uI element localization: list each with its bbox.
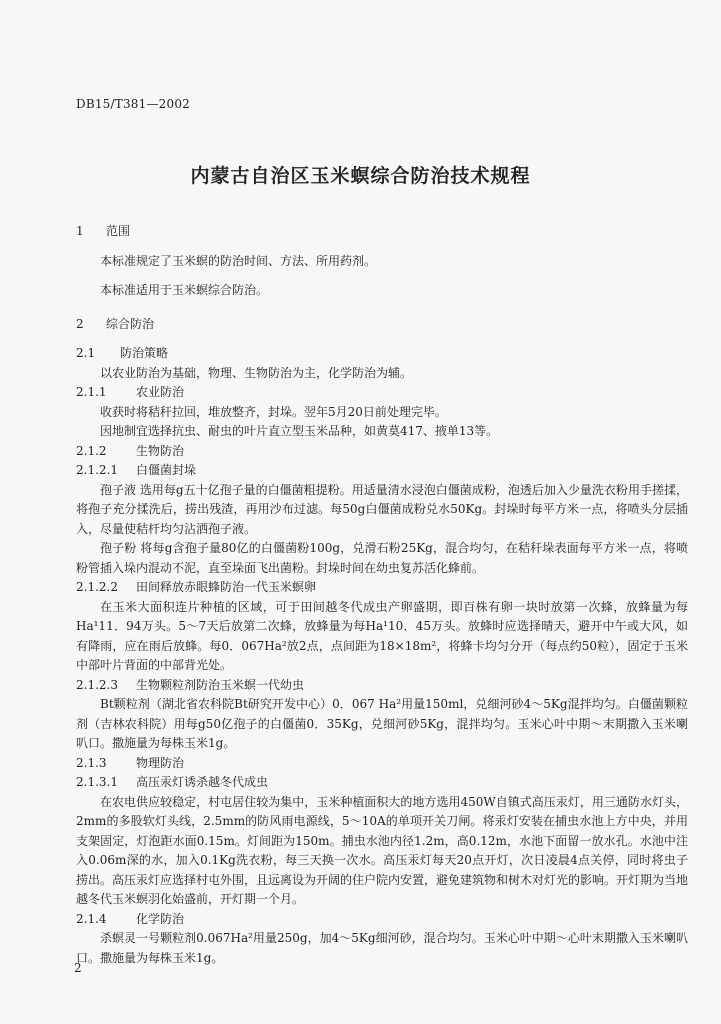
section-heading [76, 754, 688, 774]
standard-code: DB15/T381—2002 [76, 97, 190, 111]
section-heading [76, 910, 688, 930]
section-number: 2.1.3.1 [76, 775, 118, 789]
section-number: 2.1.4 [76, 911, 107, 926]
section-number: 1 [76, 224, 84, 238]
paragraph: 收获时将秸秆拉回，堆放整齐，封垛。翌年5月20日前处理完毕。 [100, 404, 447, 419]
section-heading [76, 222, 688, 242]
section-heading [76, 315, 688, 335]
section-heading-text: 白僵菌封垛 [136, 463, 197, 477]
paragraph: 在农电供应较稳定，村屯居住较为集中，玉米种植面积大的地方选用450W自镇式高压汞灯，用三通防水灯头，2mm的多股软灯头线，2.5mm的防风雨电源线，5～10A的单项开关刀闸。将汞灯安装在捕虫水池上方中央，并用支架固定，灯泡距水面0.15m。灯间距为150m。捕虫水池内径1.2m，高0.12m，水池下面留一放水孔。水池中注入0.06m深的水，加入0.1Kg洗衣粉，每三天换一次水。高压汞灯每天20点开灯，次日凌晨4点关停，同时将虫子捞出。高压汞灯应选择村屯外围，且远离设为开阔的住户院内安置，避免建筑物和树木对灯光的影响。开灯期为当地越冬代玉米螟羽化始盛前，开灯期一个月。 [76, 794, 689, 906]
page-number: 2 [74, 961, 82, 975]
section-heading [76, 773, 688, 793]
section-number: 2.1.2 [76, 443, 107, 458]
section-heading-text: 田间释放赤眼蜂防治一代玉米螟卵 [136, 580, 317, 594]
paragraph: Bt颗粒剂（湖北省农科院Bt研究开发中心）0．067 Ha²用量150ml，兑细河砂4～5Kg混拌均匀。白僵菌颗粒剂（吉林农科院）用每g50亿孢子的白僵菌0．35Kg，兑细河砂5Kg，混拌均匀。玉米心叶中期～末期撒入玉米喇叭口。撒施量为每株玉米1g。 [76, 697, 688, 750]
section-number: 2.1.1 [76, 385, 107, 399]
section-heading-text: 生物防治 [136, 443, 185, 458]
section-heading-text: 物理防治 [136, 755, 185, 770]
document-title: 内蒙古自治区玉米螟综合防治技术规程 [190, 165, 531, 187]
spacer [76, 242, 688, 252]
section-number: 2 [76, 316, 84, 331]
paragraph: 孢子液 选用每g五十亿孢子量的白僵菌粗提粉。用适量清水浸泡白僵菌成粉，泡透后加入少量洗衣粉用手搓揉，将孢子充分揉洗后，捞出残渣，再用沙布过滤。每50g白僵菌成粉兑水50Kg。封垛时每平方米一点，将喷头分层插入，尽量使秸杆均匀沾洒孢子液。 [76, 482, 688, 536]
section-number: 2.1.2.1 [76, 463, 118, 477]
section-heading-text: 防治策略 [120, 346, 169, 360]
section-heading-text: 综合防治 [106, 316, 155, 331]
section-heading-text: 农业防治 [136, 385, 185, 399]
paragraph: 杀螟灵一号颗粒剂0.067Ha²用量250g，加4～5Kg细河砂，混合均匀。玉米心叶中期～心叶末期撒入玉米喇叭口。撒施量为每株玉米1g。 [76, 931, 688, 965]
section-heading-text: 生物颗粒剂防治玉米螟一代幼虫 [136, 677, 305, 692]
paragraph: 本标准规定了玉米螟的防治时间、方法、所用药剂。 [100, 253, 377, 268]
paragraph: 本标准适用于玉米螟综合防治。 [100, 283, 269, 297]
section-heading [76, 676, 688, 696]
section-number: 2.1.2.3 [76, 677, 118, 692]
paragraph: 因地制宜选择抗虫、耐虫的叶片直立型玉米品种，如黄莫417、掖单13等。 [100, 424, 499, 438]
section-heading-text: 化学防治 [136, 911, 185, 926]
section-number: 2.1 [76, 346, 96, 360]
section-heading [76, 578, 688, 598]
paragraph: 在玉米大面积连片种植的区域，可于田间越冬代成虫产卵盛期，即百株有卵一块时放第一次蜂，放蜂量为每Ha¹11．94万头。5～7天后放第二次蜂，放蜂量为每Ha¹10．45万头。放蜂时应选择晴天，避开中午或大风，如有降雨，应在雨后放蜂。每0．067Ha²放2点，点间距为18×18m²，将蜂卡均匀分开（每点约50粒），固定于玉米中部叶片背面的中部背光处。 [76, 599, 688, 672]
section-heading [76, 383, 688, 403]
paragraph: 以农业防治为基础，物理、生物防治为主，化学防治为辅。 [100, 365, 413, 380]
spacer [76, 271, 688, 281]
section-heading [76, 461, 688, 481]
section-number: 2.1.3 [76, 755, 107, 770]
section-heading [76, 344, 688, 364]
spacer [76, 334, 688, 344]
section-number: 2.1.2.2 [76, 580, 118, 594]
section-heading-text: 范围 [106, 224, 131, 238]
paragraph: 孢子粉 将每g含孢子量80亿的白僵菌粉100g，兑滑石粉25Kg，混合均匀，在秸秆垛表面每平方米一点，将喷粉管插入垛内混动不泥，直至垛面飞出菌粉。封垛时间在幼虫复苏活化蜂前。 [76, 541, 688, 575]
section-heading-text: 高压汞灯诱杀越冬代成虫 [136, 775, 269, 789]
section-heading [76, 442, 688, 462]
spacer [76, 301, 688, 311]
document-body [76, 218, 688, 968]
